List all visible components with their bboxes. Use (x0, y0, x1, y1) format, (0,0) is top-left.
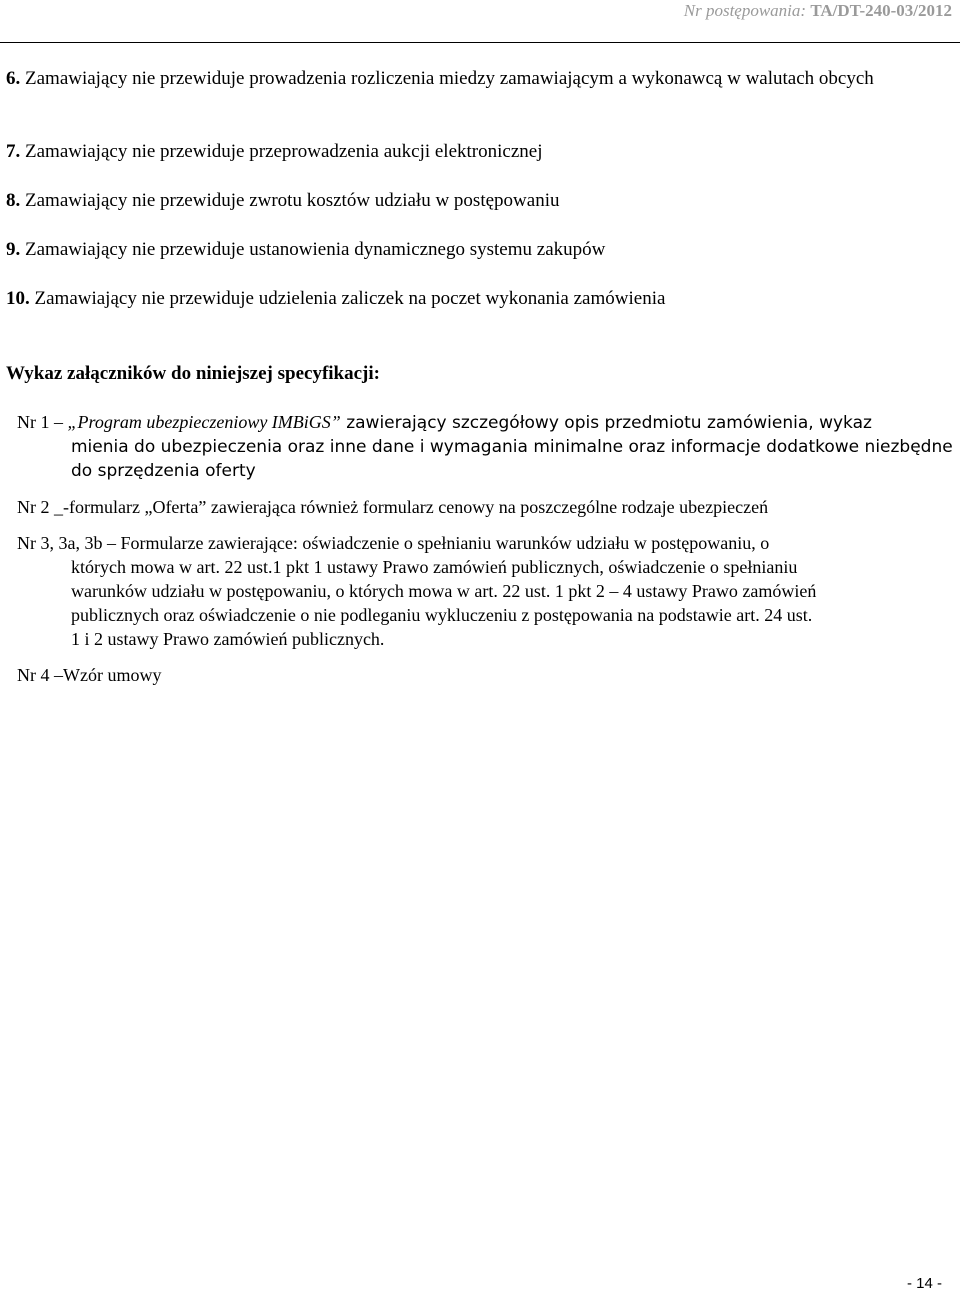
numbered-item-9 (6, 237, 946, 262)
attachment-line: Nr 2 _-formularz „Oferta” zawierająca również formularz cenowy na poszczególne rodzaje ubezpieczeń (17, 497, 769, 517)
attachment-nr1 (17, 410, 957, 483)
attachment-title: „Program ubezpieczeniowy IMBiGS” (67, 412, 341, 432)
item-text: Zamawiający nie przewiduje ustanowienia dynamicznego systemu zakupów (25, 239, 606, 260)
attachment-line: warunków udziału w postępowaniu, o których mowa w art. 22 ust. 1 pkt 2 – 4 ustawy Prawo zamówień (71, 581, 817, 601)
case-number-label: Nr postępowania: (683, 1, 807, 20)
page-header (684, 0, 952, 22)
attachment-line: których mowa w art. 22 ust.1 pkt 1 ustawy Prawo zamówień publicznych, oświadczenie o spełnianiu (71, 557, 798, 577)
numbered-item-10 (6, 286, 946, 311)
item-text: Zamawiający nie przewiduje prowadzenia rozliczenia miedzy zamawiającym a wykonawcą w walutach obcych (25, 68, 874, 89)
numbered-item-7 (6, 139, 946, 164)
item-number: 10. (6, 288, 30, 309)
attachment-prefix: Nr 1 – (17, 412, 68, 432)
attachment-line: 1 i 2 ustawy Prawo zamówień publicznych. (71, 629, 385, 649)
attachment-nr3 (17, 531, 957, 651)
item-number: 6. (6, 68, 21, 89)
attachment-line: Nr 3, 3a, 3b – Formularze zawierające: oświadczenie o spełnianiu warunków udziału w postępowaniu, o (17, 533, 770, 553)
header-divider (0, 42, 960, 43)
case-number-value: TA/DT-240-03/2012 (810, 1, 952, 20)
item-text: Zamawiający nie przewiduje udzielenia zaliczek na poczet wykonania zamówienia (34, 288, 666, 309)
item-text: Zamawiający nie przewiduje przeprowadzenia aukcji elektronicznej (25, 141, 543, 162)
attachment-line (17, 410, 957, 435)
attachments-heading: Wykaz załączników do niniejszej specyfikacji: (6, 363, 380, 384)
item-number: 9. (6, 239, 21, 260)
page-number: - 14 - (906, 1275, 942, 1292)
attachment-line: Nr 4 –Wzór umowy (17, 665, 162, 685)
attachment-line: publicznych oraz oświadczenie o nie podleganiu wykluczeniu z postępowania na podstawie art. 24 ust. (71, 605, 813, 625)
attachment-nr4 (17, 663, 957, 687)
item-number: 8. (6, 190, 21, 211)
item-text: Zamawiający nie przewiduje zwrotu kosztów udziału w postępowaniu (25, 190, 560, 211)
numbered-item-8 (6, 188, 946, 213)
attachment-line: mienia do ubezpieczenia oraz inne dane i wymagania minimalne oraz informacje dodatkowe niezbędne (71, 437, 953, 457)
attachment-line: do sprzędzenia oferty (71, 461, 256, 481)
item-number: 7. (6, 141, 21, 162)
numbered-item-6 (6, 66, 946, 91)
attachment-desc: zawierający szczegółowy opis przedmiotu zamówienia, wykaz (340, 413, 872, 433)
attachment-nr2 (17, 495, 957, 519)
